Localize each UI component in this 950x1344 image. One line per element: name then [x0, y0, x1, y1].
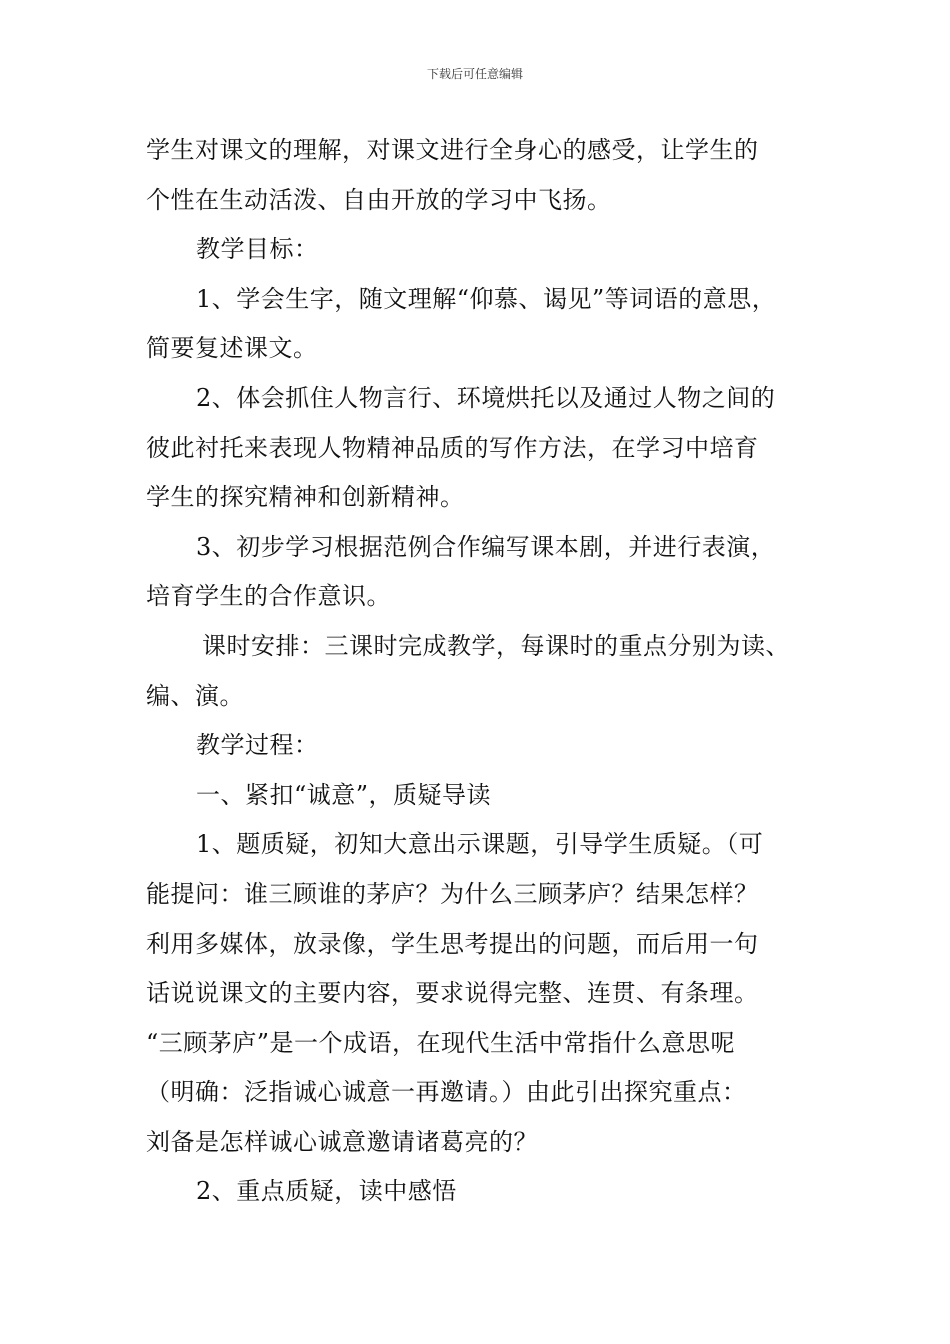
page-header: 下载后可任意编辑 [426, 67, 523, 81]
subsection-heading: 一、紧扣“诚意”，质疑导读 [196, 780, 492, 809]
text-line: 学生的探究精神和创新精神。 [146, 483, 465, 512]
text-line: 个性在生动活泼、自由开放的学习中飞扬。 [146, 185, 612, 214]
text-line: 学生对课文的理解，对课文进行全身心的感受，让学生的 [146, 136, 759, 164]
section-heading-objectives: 教学目标： [196, 235, 319, 264]
text-line: 1、题质疑，初知大意出示课题，引导学生质疑。（可 [196, 830, 764, 859]
section-heading-schedule: 课时安排：三课时完成教学，每课时的重点分别为读、 [202, 631, 790, 660]
text-line: 编、演。 [146, 681, 244, 710]
text-line: 能提问：谁三顾谁的茅庐？为什么三顾茅庐？结果怎样？ [146, 879, 759, 908]
text-line: 2、体会抓住人物言行、环境烘托以及通过人物之间的 [196, 383, 776, 412]
text-line: 简要复述课文。 [146, 334, 318, 363]
text-line: 彼此衬托来表现人物精神品质的写作方法，在学习中培育 [146, 433, 759, 462]
text-line: 刘备是怎样诚心诚意邀请诸葛亮的？ [146, 1127, 538, 1156]
text-line: 2、重点质疑，读中感悟 [196, 1177, 457, 1206]
text-line: （明确：泛指诚心诚意一再邀请。）由此引出探究重点： [146, 1078, 747, 1107]
text-line: 利用多媒体，放录像，学生思考提出的问题，而后用一句 [146, 929, 759, 958]
text-line: 3、初步学习根据范例合作编写课本剧，并进行表演， [196, 532, 776, 561]
text-line: 话说说课文的主要内容，要求说得完整、连贯、有条理。 [146, 979, 759, 1008]
document-body [146, 126, 816, 1217]
section-heading-process: 教学过程： [196, 731, 319, 760]
text-line: “三顾茅庐”是一个成语，在现代生活中常指什么意思呢 [146, 1028, 736, 1057]
text-line: 1、学会生字，随文理解“仰慕、谒见”等词语的意思， [196, 284, 777, 313]
text-line: 培育学生的合作意识。 [146, 582, 391, 611]
